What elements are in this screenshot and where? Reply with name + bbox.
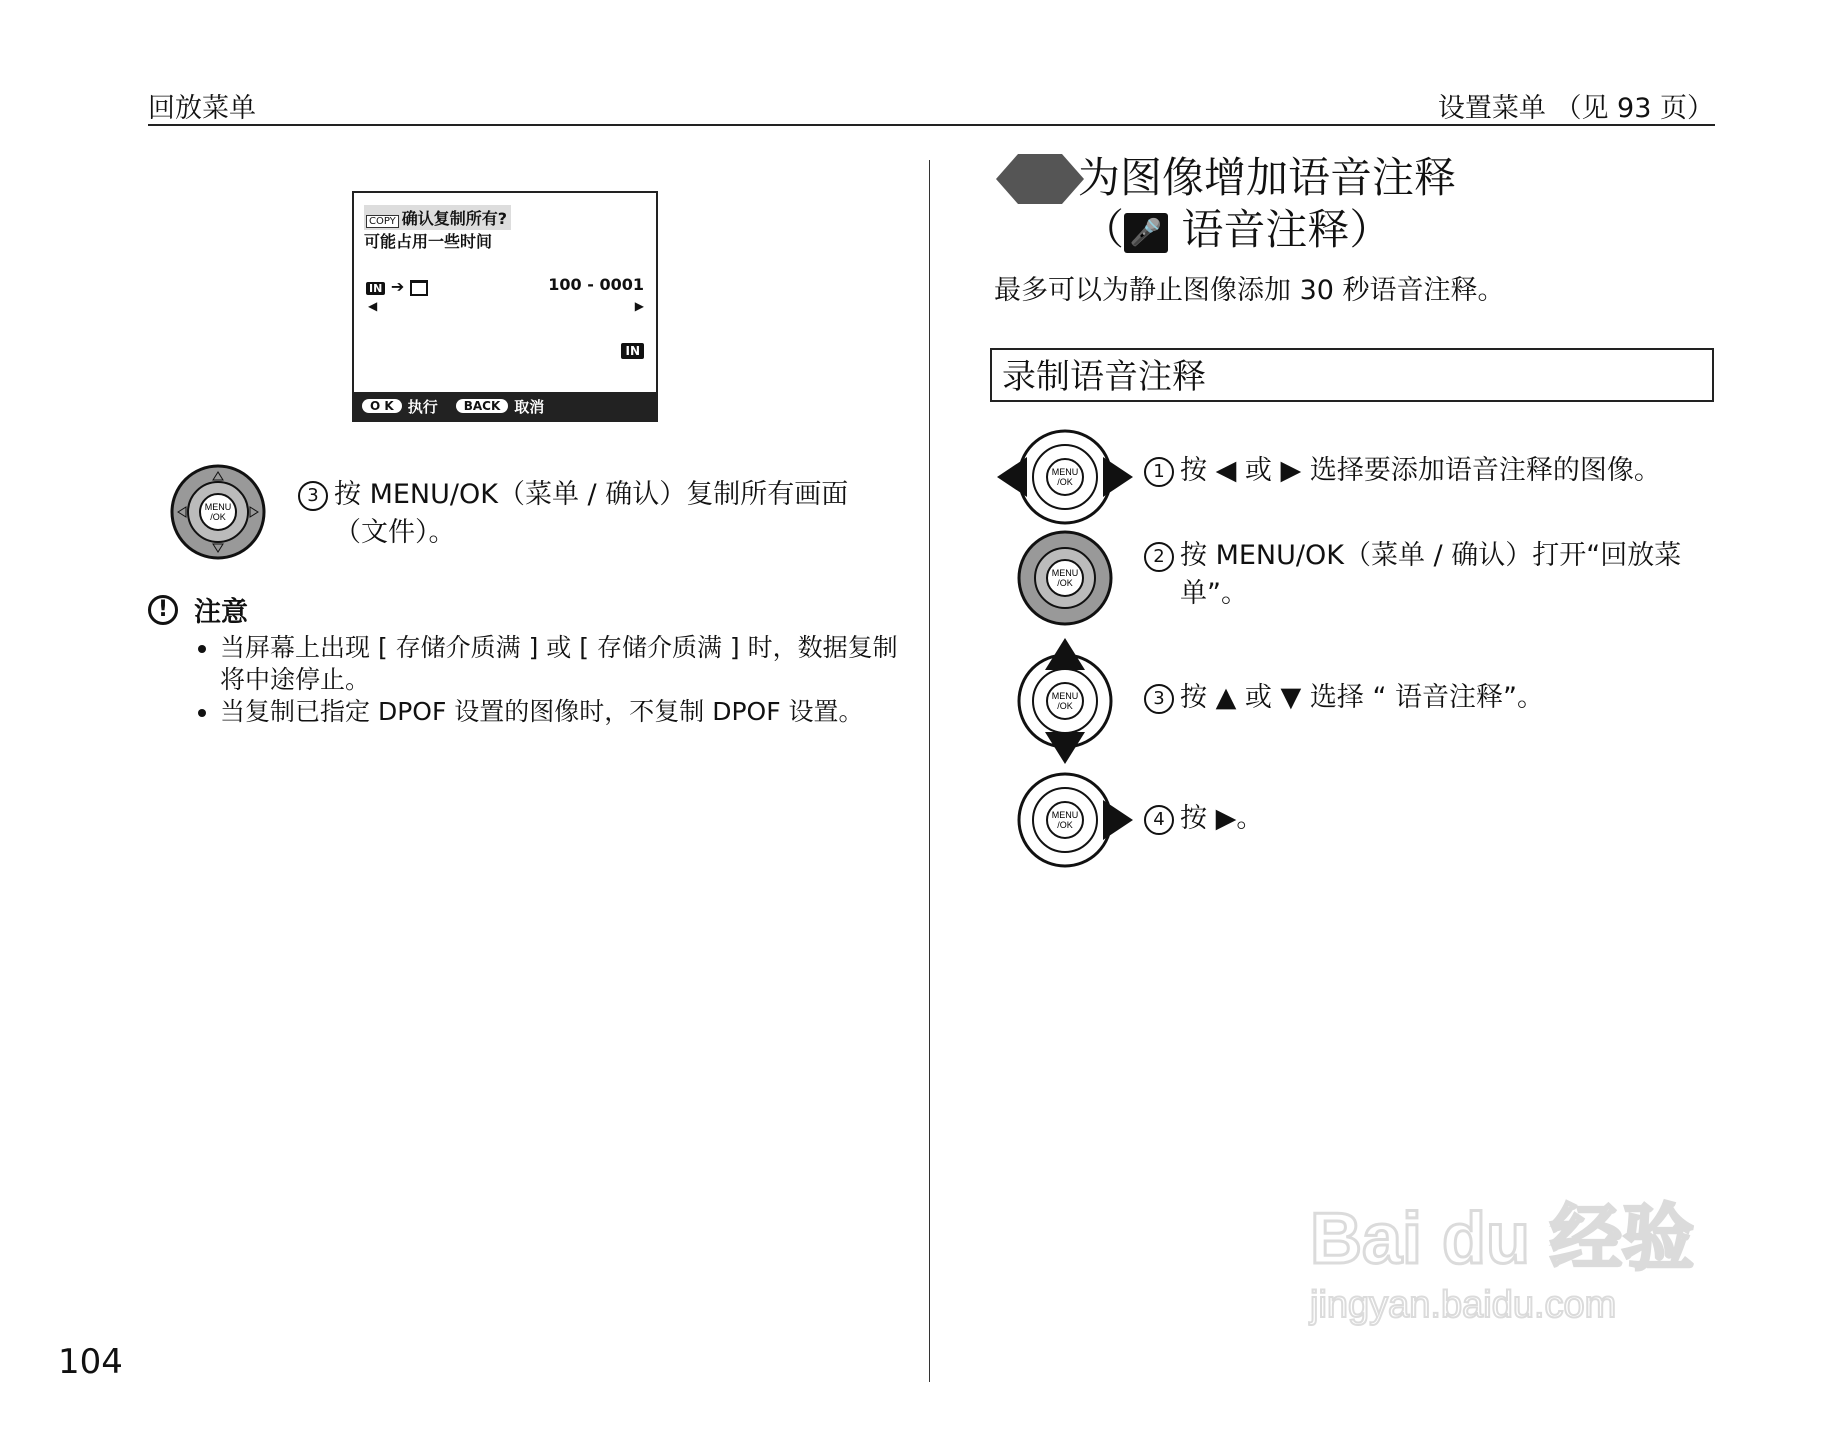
copy-tag: COPY [366,215,399,228]
lcd-button-bar [354,392,656,420]
copy-flow [366,277,428,296]
step-text: 按 MENU/OK（菜单 / 确认）复制所有画面（文件）。 [334,479,849,548]
right-step-1: 1 按 ◀ 或 ▶ 选择要添加语音注释的图像。 [1144,452,1714,490]
lcd-line1: 确认复制所有? [401,209,508,228]
lcd-title [364,205,511,230]
back-action: 取消 [514,397,545,416]
section-hexagon-icon [996,154,1084,204]
dial-menu-ok-icon [1015,528,1115,628]
right-step-2: 2 按 MENU/OK（菜单 / 确认）打开“回放菜单”。 [1144,537,1714,613]
frame-number: 100 - 0001 [548,275,644,294]
ok-button-label: O K [362,399,402,413]
header-rule [148,124,1715,126]
lcd-screen [352,191,658,422]
back-button-label: BACK [456,399,509,413]
left-arrow-icon: ◀ [368,299,378,313]
svg-text:/OK: /OK [1057,820,1073,830]
section-title: 为图像增加语音注释 [1078,153,1457,202]
dial-left-right-icon [995,427,1135,527]
svg-text:MENU: MENU [1051,810,1079,820]
svg-text:/OK: /OK [210,512,226,522]
right-arrow-icon: ▶ [634,299,644,313]
arrow-right-icon: ➔ [390,277,405,296]
dial-right-icon [1015,770,1135,870]
note-item: • 当屏幕上出现 [ 存储介质满 ] 或 [ 存储介质满 ] 时，数据复制将中途停止。 [220,632,900,696]
section-intro: 最多可以为静止图像添加 30 秒语音注释。 [994,275,1505,306]
dial-up-down-icon [1015,636,1115,766]
header-right: 设置菜单 （见 93 页） [1437,93,1714,124]
subsection-title: 录制语音注释 [990,348,1714,402]
svg-text:MENU: MENU [1051,568,1079,578]
right-step-3: 3 按 ▲ 或 ▼ 选择 “ 语音注释”。 [1144,679,1714,717]
svg-text:MENU: MENU [1051,691,1079,701]
step-number: 3 [298,481,328,511]
note-list [180,632,900,728]
caution-icon: ! [148,595,178,625]
baidu-watermark-logo: Bai du 经验 jingyan.baidu.com [1310,1199,1695,1326]
svg-text:/OK: /OK [1057,701,1073,711]
memory-indicator-icon: IN [621,343,644,359]
svg-text:MENU: MENU [204,502,232,512]
section-subtitle: （ 🎤 语音注释） [1082,205,1392,254]
svg-text:/OK: /OK [1057,477,1073,487]
note-heading [148,590,248,629]
menu-ok-dial-icon [168,462,268,562]
memory-card-icon [410,280,428,296]
internal-memory-icon: IN [366,282,385,295]
note-item: • 当复制已指定 DPOF 设置的图像时，不复制 DPOF 设置。 [220,696,900,728]
svg-text:/OK: /OK [1057,578,1073,588]
left-step [298,476,868,552]
page-number: 104 [58,1342,123,1382]
right-step-4: 4 按 ▶。 [1144,800,1714,838]
ok-action: 执行 [407,397,438,416]
svg-text:MENU: MENU [1051,467,1079,477]
lcd-line2: 可能占用一些时间 [364,232,493,251]
microphone-icon: 🎤 [1124,213,1168,253]
note-title: 注意 [194,597,248,628]
column-divider [929,160,930,1382]
header-left: 回放菜单 [148,93,256,124]
